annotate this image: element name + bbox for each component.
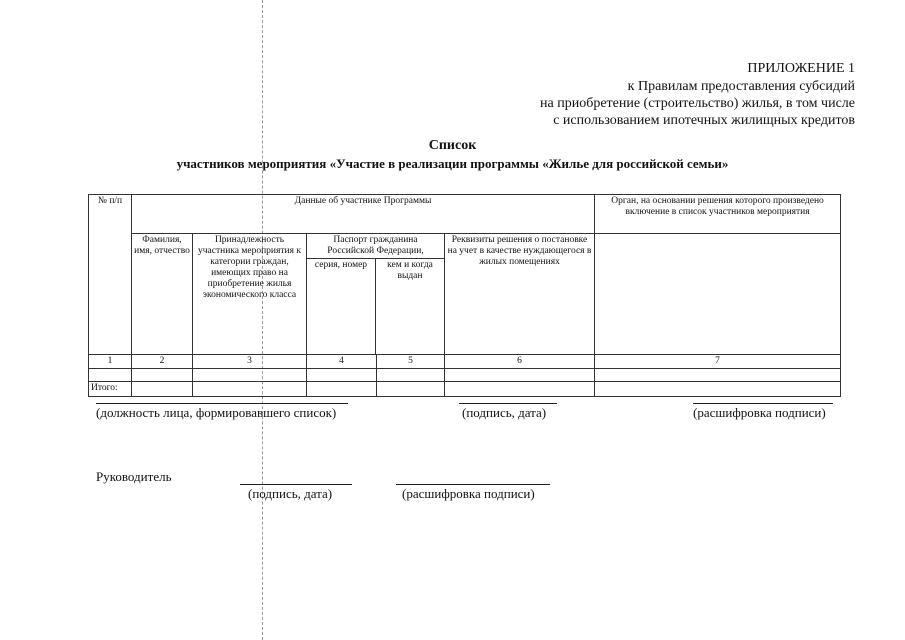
header-passport-group bbox=[307, 234, 445, 355]
appendix-line: на приобретение (строительство) жилья, в том числе bbox=[540, 96, 855, 111]
column-number: 3 bbox=[193, 355, 307, 369]
column-number: 7 bbox=[595, 355, 841, 369]
table-cell[interactable] bbox=[132, 382, 193, 397]
header-number: № п/п bbox=[89, 195, 132, 355]
document-subtitle: участников мероприятия «Участие в реализации программы «Жилье для российской семьи» bbox=[176, 156, 729, 171]
header-fio: Фамилия, имя, отчество bbox=[132, 234, 193, 355]
participants-table bbox=[88, 194, 841, 397]
table-cell[interactable] bbox=[445, 369, 595, 382]
column-number: 2 bbox=[132, 355, 193, 369]
head-decode-line[interactable] bbox=[396, 484, 550, 485]
position-signature-line[interactable] bbox=[96, 403, 348, 404]
table-cell[interactable] bbox=[307, 369, 377, 382]
total-label: Итого: bbox=[89, 382, 132, 397]
column-number: 1 bbox=[89, 355, 132, 369]
table-cell[interactable] bbox=[377, 369, 445, 382]
decode-signature-line[interactable] bbox=[693, 403, 833, 404]
header-issued: кем и когда выдан bbox=[387, 260, 433, 281]
decode-label: (расшифровка подписи) bbox=[693, 405, 826, 420]
head-label: Руководитель bbox=[96, 469, 172, 484]
head-decode-label: (расшифровка подписи) bbox=[402, 486, 535, 501]
table-cell[interactable] bbox=[595, 369, 841, 382]
table-cell[interactable] bbox=[307, 382, 377, 397]
table-cell[interactable] bbox=[377, 382, 445, 397]
table-cell[interactable] bbox=[445, 382, 595, 397]
passport-subtable bbox=[307, 234, 444, 354]
table-cell[interactable] bbox=[595, 382, 841, 397]
head-sign-date-line[interactable] bbox=[240, 484, 352, 485]
column-number-row bbox=[89, 355, 841, 369]
table-cell[interactable] bbox=[89, 369, 132, 382]
table-row bbox=[89, 369, 841, 382]
appendix-line: к Правилам предоставления субсидий bbox=[627, 79, 855, 94]
appendix-header bbox=[540, 60, 855, 129]
header-participant-data: Данные об участнике Программы bbox=[132, 195, 595, 234]
position-label: (должность лица, формировавшего список) bbox=[96, 405, 337, 420]
header-passport: Паспорт гражданина Российской Федерации, bbox=[307, 234, 444, 259]
appendix-title: ПРИЛОЖЕНИЕ 1 bbox=[747, 61, 855, 76]
column-number: 5 bbox=[377, 355, 445, 369]
header-organ: Орган, на основании решения которого произведено включение в список участников мероприятия bbox=[595, 195, 841, 234]
column-number: 4 bbox=[307, 355, 377, 369]
table-cell[interactable] bbox=[193, 382, 307, 397]
header-category: Принадлежность участника мероприятия к категории граждан, имеющих право на приобретение жилья экономического класса bbox=[193, 234, 307, 355]
total-row bbox=[89, 382, 841, 397]
document-title: Список bbox=[428, 138, 477, 153]
head-sign-date-label: (подпись, дата) bbox=[248, 486, 333, 501]
header-series: серия, номер bbox=[307, 259, 376, 355]
header-decision: Реквизиты решения о постановке на учет в качестве нуждающегося в жилых помещениях bbox=[445, 234, 595, 355]
appendix-line: с использованием ипотечных жилищных кредитов bbox=[553, 113, 855, 128]
column-number: 6 bbox=[445, 355, 595, 369]
table-cell[interactable] bbox=[193, 369, 307, 382]
sign-date-line[interactable] bbox=[459, 403, 557, 404]
table-cell[interactable] bbox=[132, 369, 193, 382]
header-organ-blank bbox=[595, 234, 841, 355]
sign-date-label: (подпись, дата) bbox=[462, 405, 547, 420]
